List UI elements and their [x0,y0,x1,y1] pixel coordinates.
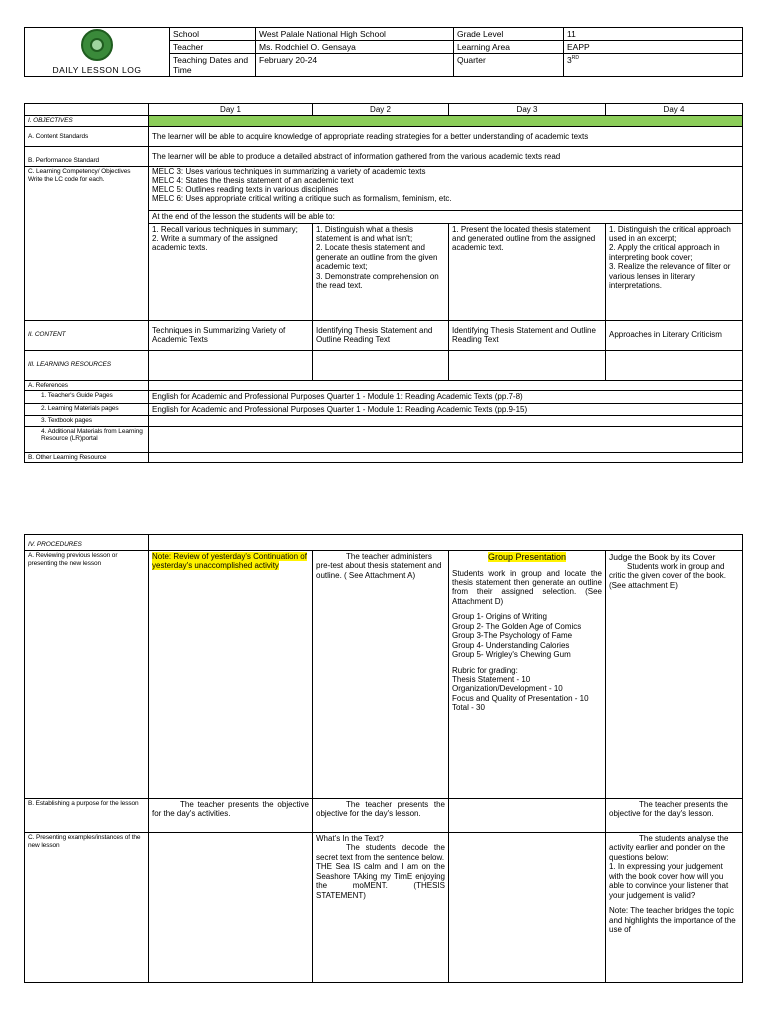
teachers-guide-label: 1. Teacher's Guide Pages [25,391,149,403]
quarter-suffix: RD [571,55,579,62]
dates-label: Teaching Dates and Time [170,54,256,77]
presenting-examples-label: C. Presenting examples/instances of the new lesson [25,833,149,983]
textbook-label: 3. Textbook pages [25,416,149,427]
day2-header: Day 2 [313,104,449,116]
day4-objectives: 1. Distinguish the critical approach used in an excerpt; 2. Apply the critical approach in interpreting book cover; 3. Realize the relevance of filter or various lenses in literary interpretations. [606,223,743,320]
content-label: II. CONTENT [25,320,149,350]
area-label: Learning Area [454,41,564,54]
teacher-label: Teacher [170,41,256,54]
quarter-label: Quarter [454,54,564,77]
grade-value: 11 [564,28,743,41]
content-standard-text: The learner will be able to acquire knowledge of appropriate reading strategies for a better understanding of academic texts [149,127,743,147]
day1-purpose-text: The teacher presents the objective for the day's activities. [149,799,313,833]
secret-text: THE Sea IS calm and I am on the Seashore TAking my TimE enjoying the moMENT. (THESIS STATEMENT) [316,862,445,900]
rubric-item: Total - 30 [452,703,485,713]
day4-content: Approaches in Literary Criticism [606,320,743,350]
reviewing-label: A. Reviewing previous lesson or presenting the new lesson [25,551,149,799]
learning-materials-label: 2. Learning Materials pages [25,403,149,415]
objectives-table [24,103,743,463]
day1-objectives: 1. Recall various techniques in summary; 2. Write a summary of the assigned academic texts. [149,223,313,320]
quarter-value [564,54,743,77]
performance-standard-text: The learner will be able to produce a detailed abstract of information gathered from the various academic texts read [149,147,743,167]
quarter-number: 3 [567,55,572,66]
performance-standard-label: B. Performance Standard [25,147,149,167]
teacher-note-text: Note: The teacher bridges the topic and highlights the importance of the use of [609,906,736,934]
additional-materials-label: 4. Additional Materials from Learning Resource (LR)portal [25,426,149,452]
day4-purpose-text: The teacher presents the objective for the day's lesson. [606,799,743,833]
day3-header: Day 3 [449,104,606,116]
judge-book-text: Students work in group and critic the given cover of the book. (See attachment E) [609,562,726,590]
day1-header: Day 1 [149,104,313,116]
melc-item: MELC 4: States the thesis statement of an academic text [152,176,354,186]
day4-header: Day 4 [606,104,743,116]
procedures-table [24,534,743,983]
rubric-item: Thesis Statement - 10 [452,674,531,684]
group-item: Group 2- The Golden Age of Comics [452,621,582,631]
school-value: West Palale National High School [256,28,454,41]
header-title-cell [25,28,170,77]
day3-objectives: 1. Present the located thesis statement and generated outline from the assigned academic text. [449,223,606,320]
decode-text: The students decode the secret text from the sentence below. [316,843,445,862]
grade-label: Grade Level [454,28,564,41]
school-label: School [170,28,256,41]
other-resource-label: B. Other Learning Resource [25,452,149,463]
procedures-label: IV. PROCEDURES [25,535,149,551]
analyse-text: The students analyse the activity earlier and ponder on the questions below: [609,834,729,862]
group-item: Group 4- Understanding Calories [452,640,570,650]
group-item: Group 3-The Psychology of Fame [452,631,573,641]
rubric-item: Focus and Quality of Presentation - 10 [452,693,589,703]
group-item: Group 5- Wrigley's Chewing Gum [452,650,571,660]
day3-content: Identifying Thesis Statement and Outline Reading Text [449,320,606,350]
school-seal-icon [81,29,113,61]
establishing-purpose-label: B. Establishing a purpose for the lesson [25,799,149,833]
competency-label: C. Learning Competency/ Objectives Write the LC code for each. [25,167,149,320]
day2-objectives: 1. Distinguish what a thesis statement is and what isn't; 2. Locate thesis statement and generate an outline from the given academic text; 3. Demonstrate comprehension on the read text. [313,223,449,320]
question-text: 1. In expressing your judgement with the book cover how will you able to convince your listener that your judgement is valid? [609,862,729,900]
melc-item: MELC 5: Outlines reading texts in various disciplines [152,185,339,194]
header-title: DAILY LESSON LOG [52,65,142,76]
day2-content: Identifying Thesis Statement and Outline Reading Text [313,320,449,350]
rubric-item: Organization/Development - 10 [452,684,563,694]
area-value: EAPP [564,41,743,54]
teachers-guide-text: English for Academic and Professional Purposes Quarter 1 - Module 1: Reading Academic Texts (pp.7-8) [149,391,743,403]
day1-content: Techniques in Summarizing Variety of Academic Texts [149,320,313,350]
day2-purpose-text: The teacher presents the objective for the day's lesson. [313,799,449,833]
learning-resources-label: III. LEARNING RESOURCES [25,350,149,380]
references-label: A. References [25,380,149,391]
day2-pretest-text: The teacher administers pre-test about thesis statement and outline. ( See Attachment A) [316,552,442,580]
teacher-value: Ms. Rodchiel O. Gensaya [256,41,454,54]
learning-materials-text: English for Academic and Professional Purposes Quarter 1 - Module 1: Reading Academic Texts (pp.9-15) [149,403,743,415]
objectives-label: I. OBJECTIVES [25,116,149,127]
end-lesson-text: At the end of the lesson the students will be able to: [149,211,743,223]
review-note: Note: Review of yesterday's Continuation of yesterday's unaccomplished activity [152,552,307,571]
group-presentation-title: Group Presentation [487,552,567,562]
objectives-green-bar [149,116,743,127]
group-work-text: Students work in group and locate the thesis statement then generate an outline from their assigned selection. (See Attachment D) [452,568,602,606]
rubric-item: Rubric for grading: [452,665,518,675]
dates-value: February 20-24 [256,54,454,77]
melc-list [149,167,743,211]
group-item: Group 1- Origins of Writing [452,612,547,622]
melc-item: MELC 6: Uses appropriate critical writing a critique such as formalism, feminism, etc. [152,193,452,203]
judge-book-title: Judge the Book by its Cover [609,552,716,562]
header-table [24,27,743,77]
melc-item: MELC 3: Uses various techniques in summarizing a variety of academic texts [152,167,426,177]
content-standard-label: A. Content Standards [25,127,149,147]
whats-in-text-title: What's In the Text? [316,834,384,843]
